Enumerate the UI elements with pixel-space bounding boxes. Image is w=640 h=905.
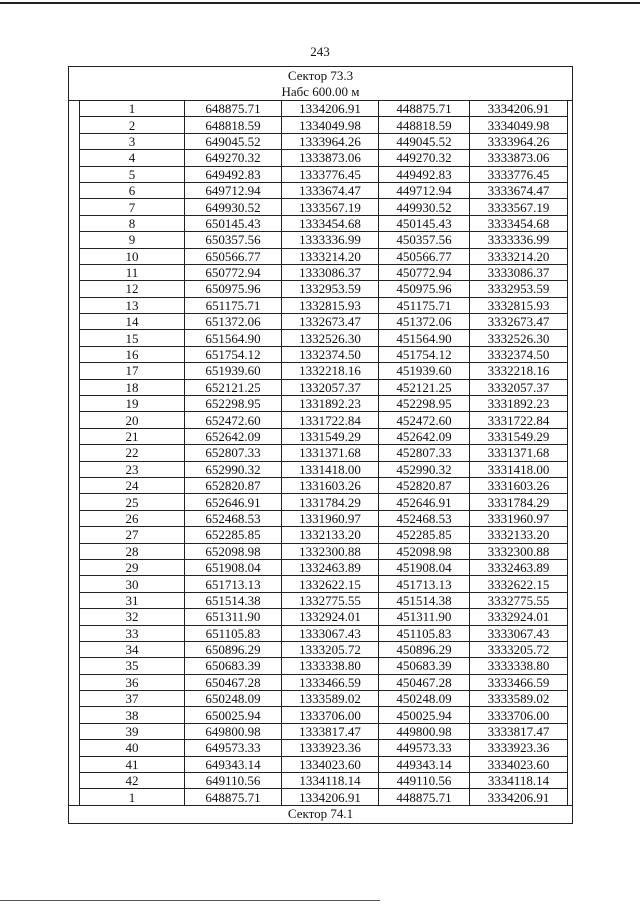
coord-y-alt-cell: 3331892.23: [470, 396, 568, 412]
coord-x-cell: 651564.90: [185, 330, 282, 346]
coord-y-cell: 1332924.01: [282, 609, 379, 625]
coord-y-cell: 1332300.88: [282, 543, 379, 559]
point-number-cell: 17: [80, 363, 185, 379]
point-number-cell: 26: [80, 510, 185, 526]
table-row: [80, 691, 568, 707]
table-row: [80, 314, 568, 330]
coord-y-cell: 1333567.19: [282, 199, 379, 215]
coord-x-alt-cell: 450145.43: [379, 215, 470, 231]
coord-x-alt-cell: 450772.94: [379, 264, 470, 280]
point-number-cell: 40: [80, 740, 185, 756]
coord-y-alt-cell: 3332057.37: [470, 379, 568, 395]
table-row: [80, 166, 568, 182]
coord-y-alt-cell: 3331784.29: [470, 494, 568, 510]
coord-y-cell: 1331960.97: [282, 510, 379, 526]
table-row: [80, 576, 568, 592]
point-number-cell: 18: [80, 379, 185, 395]
coord-y-alt-cell: 3334118.14: [470, 773, 568, 789]
point-number-cell: 19: [80, 396, 185, 412]
coord-x-cell: 650357.56: [185, 232, 282, 248]
table-row: [80, 330, 568, 346]
table-row: [80, 477, 568, 493]
coord-y-cell: 1332374.50: [282, 346, 379, 362]
coord-x-alt-cell: 450566.77: [379, 248, 470, 264]
coord-y-alt-cell: 3332526.30: [470, 330, 568, 346]
coord-y-alt-cell: 3333205.72: [470, 641, 568, 657]
coord-y-alt-cell: 3331960.97: [470, 510, 568, 526]
coord-y-cell: 1331784.29: [282, 494, 379, 510]
coord-x-cell: 649110.56: [185, 773, 282, 789]
table-row: [80, 461, 568, 477]
coord-y-alt-cell: 3333923.36: [470, 740, 568, 756]
coord-x-alt-cell: 451372.06: [379, 314, 470, 330]
coord-y-alt-cell: 3333567.19: [470, 199, 568, 215]
coord-x-cell: 651754.12: [185, 346, 282, 362]
next-sector-title: Сектор 74.1: [287, 805, 354, 821]
coord-x-alt-cell: 452098.98: [379, 543, 470, 559]
table-row: [80, 658, 568, 674]
coord-y-alt-cell: 3333776.45: [470, 166, 568, 182]
coord-y-cell: 1333214.20: [282, 248, 379, 264]
coord-x-alt-cell: 448818.59: [379, 117, 470, 133]
point-number-cell: 37: [80, 691, 185, 707]
sector-title: Сектор 73.3: [287, 68, 354, 83]
table-row: [80, 707, 568, 723]
table-row: [80, 723, 568, 739]
coord-x-cell: 649270.32: [185, 150, 282, 166]
coord-x-cell: 649045.52: [185, 133, 282, 149]
table-row: [80, 281, 568, 297]
coord-x-cell: 651311.90: [185, 609, 282, 625]
table-row: [80, 773, 568, 789]
coord-x-cell: 651514.38: [185, 592, 282, 608]
coord-x-alt-cell: 450357.56: [379, 232, 470, 248]
coord-y-alt-cell: 3333336.99: [470, 232, 568, 248]
coord-x-cell: 652121.25: [185, 379, 282, 395]
coord-x-cell: 648818.59: [185, 117, 282, 133]
sector-altitude: Набс 600.00 м: [281, 84, 360, 99]
coord-y-alt-cell: 3333338.80: [470, 658, 568, 674]
coord-x-cell: 648875.71: [185, 789, 282, 805]
coord-y-cell: 1333964.26: [282, 133, 379, 149]
coord-x-alt-cell: 449045.52: [379, 133, 470, 149]
coord-y-alt-cell: 3332300.88: [470, 543, 568, 559]
coord-x-alt-cell: 450683.39: [379, 658, 470, 674]
coord-x-alt-cell: 451105.83: [379, 625, 470, 641]
coord-x-alt-cell: 449270.32: [379, 150, 470, 166]
coord-x-cell: 652990.32: [185, 461, 282, 477]
coord-y-cell: 1332133.20: [282, 527, 379, 543]
point-number-cell: 28: [80, 543, 185, 559]
table-row: [80, 641, 568, 657]
coord-x-alt-cell: 452472.60: [379, 412, 470, 428]
coord-x-cell: 649492.83: [185, 166, 282, 182]
coord-x-cell: 649343.14: [185, 756, 282, 772]
coord-x-cell: 651175.71: [185, 297, 282, 313]
point-number-cell: 34: [80, 641, 185, 657]
coord-x-alt-cell: 449573.33: [379, 740, 470, 756]
point-number-cell: 36: [80, 674, 185, 690]
table-row: [80, 346, 568, 362]
coord-x-alt-cell: 451175.71: [379, 297, 470, 313]
coord-x-cell: 652468.53: [185, 510, 282, 526]
coord-x-alt-cell: 450248.09: [379, 691, 470, 707]
coord-x-alt-cell: 452807.33: [379, 445, 470, 461]
coord-y-cell: 1332775.55: [282, 592, 379, 608]
coord-y-cell: 1332673.47: [282, 314, 379, 330]
point-number-cell: 39: [80, 723, 185, 739]
coord-x-cell: 649930.52: [185, 199, 282, 215]
table-row: [80, 232, 568, 248]
point-number-cell: 4: [80, 150, 185, 166]
coord-x-alt-cell: 449110.56: [379, 773, 470, 789]
coord-y-alt-cell: 3332673.47: [470, 314, 568, 330]
table-row: [80, 609, 568, 625]
coord-y-cell: 1331418.00: [282, 461, 379, 477]
point-number-cell: 1: [80, 101, 185, 117]
coord-y-cell: 1333086.37: [282, 264, 379, 280]
coord-x-cell: 650467.28: [185, 674, 282, 690]
coord-x-cell: 650772.94: [185, 264, 282, 280]
coord-x-cell: 650896.29: [185, 641, 282, 657]
point-number-cell: 7: [80, 199, 185, 215]
coord-y-alt-cell: 3333674.47: [470, 182, 568, 198]
coord-y-alt-cell: 3332218.16: [470, 363, 568, 379]
sector-footer: [69, 805, 572, 823]
coord-x-cell: 649800.98: [185, 723, 282, 739]
point-number-cell: 9: [80, 232, 185, 248]
coord-x-alt-cell: 449492.83: [379, 166, 470, 182]
table-row: [80, 101, 568, 117]
point-number-cell: 8: [80, 215, 185, 231]
point-number-cell: 25: [80, 494, 185, 510]
coord-y-cell: 1334206.91: [282, 101, 379, 117]
coord-x-alt-cell: 449800.98: [379, 723, 470, 739]
point-number-cell: 33: [80, 625, 185, 641]
coord-y-alt-cell: 3332775.55: [470, 592, 568, 608]
table-row: [80, 363, 568, 379]
coord-y-alt-cell: 3331418.00: [470, 461, 568, 477]
coord-x-alt-cell: 452121.25: [379, 379, 470, 395]
point-number-cell: 41: [80, 756, 185, 772]
table-row: [80, 543, 568, 559]
coord-y-cell: 1332622.15: [282, 576, 379, 592]
coord-y-alt-cell: 3333067.43: [470, 625, 568, 641]
coord-x-cell: 651939.60: [185, 363, 282, 379]
coord-y-alt-cell: 3333589.02: [470, 691, 568, 707]
coord-y-cell: 1331549.29: [282, 428, 379, 444]
point-number-cell: 10: [80, 248, 185, 264]
coord-x-alt-cell: 452468.53: [379, 510, 470, 526]
table-row: [80, 215, 568, 231]
coord-y-alt-cell: 3331603.26: [470, 477, 568, 493]
coord-y-cell: 1334023.60: [282, 756, 379, 772]
point-number-cell: 24: [80, 477, 185, 493]
point-number-cell: 22: [80, 445, 185, 461]
table-row: [80, 445, 568, 461]
coord-y-alt-cell: 3332924.01: [470, 609, 568, 625]
coord-x-cell: 651105.83: [185, 625, 282, 641]
point-number-cell: 11: [80, 264, 185, 280]
coord-y-alt-cell: 3331722.84: [470, 412, 568, 428]
coordinate-sheet: [68, 66, 573, 824]
coord-x-alt-cell: 451514.38: [379, 592, 470, 608]
coord-x-cell: 649712.94: [185, 182, 282, 198]
coord-y-alt-cell: 3333454.68: [470, 215, 568, 231]
coord-y-cell: 1334118.14: [282, 773, 379, 789]
table-row: [80, 396, 568, 412]
point-number-cell: 3: [80, 133, 185, 149]
coord-y-cell: 1332057.37: [282, 379, 379, 395]
table-row: [80, 428, 568, 444]
coord-x-cell: 652098.98: [185, 543, 282, 559]
table-row: [80, 182, 568, 198]
coord-y-alt-cell: 3333706.00: [470, 707, 568, 723]
table-row: [80, 199, 568, 215]
coord-x-alt-cell: 449930.52: [379, 199, 470, 215]
coord-y-alt-cell: 3334206.91: [470, 789, 568, 805]
coord-y-cell: 1331371.68: [282, 445, 379, 461]
point-number-cell: 27: [80, 527, 185, 543]
coord-y-cell: 1333205.72: [282, 641, 379, 657]
coord-x-cell: 651713.13: [185, 576, 282, 592]
top-border-line: [0, 2, 640, 4]
table-row: [80, 789, 568, 805]
coord-x-alt-cell: 450467.28: [379, 674, 470, 690]
coord-y-cell: 1333776.45: [282, 166, 379, 182]
coord-x-cell: 652807.33: [185, 445, 282, 461]
point-number-cell: 21: [80, 428, 185, 444]
table-row: [80, 412, 568, 428]
coord-y-alt-cell: 3333817.47: [470, 723, 568, 739]
coord-x-cell: 650683.39: [185, 658, 282, 674]
table-row: [80, 248, 568, 264]
point-number-cell: 2: [80, 117, 185, 133]
coord-y-cell: 1334049.98: [282, 117, 379, 133]
point-number-cell: 12: [80, 281, 185, 297]
coord-y-cell: 1331722.84: [282, 412, 379, 428]
coord-y-alt-cell: 3334023.60: [470, 756, 568, 772]
coord-y-cell: 1333817.47: [282, 723, 379, 739]
coord-y-alt-cell: 3331549.29: [470, 428, 568, 444]
coord-y-alt-cell: 3332463.89: [470, 559, 568, 575]
coord-x-alt-cell: 451311.90: [379, 609, 470, 625]
coord-y-cell: 1333466.59: [282, 674, 379, 690]
coord-y-alt-cell: 3333086.37: [470, 264, 568, 280]
table-row: [80, 150, 568, 166]
point-number-cell: 35: [80, 658, 185, 674]
table-row: [80, 510, 568, 526]
coord-x-alt-cell: 452285.85: [379, 527, 470, 543]
coord-y-cell: 1333336.99: [282, 232, 379, 248]
point-number-cell: 1: [80, 789, 185, 805]
coordinates-table: [79, 101, 568, 805]
coord-x-cell: 649573.33: [185, 740, 282, 756]
point-number-cell: 30: [80, 576, 185, 592]
coord-y-alt-cell: 3332374.50: [470, 346, 568, 362]
coord-y-cell: 1333674.47: [282, 182, 379, 198]
coord-x-cell: 652646.91: [185, 494, 282, 510]
table-row: [80, 592, 568, 608]
coord-y-cell: 1334206.91: [282, 789, 379, 805]
point-number-cell: 16: [80, 346, 185, 362]
coord-x-alt-cell: 450896.29: [379, 641, 470, 657]
coord-y-cell: 1332218.16: [282, 363, 379, 379]
table-row: [80, 117, 568, 133]
coord-y-cell: 1333338.80: [282, 658, 379, 674]
table-row: [80, 674, 568, 690]
coord-x-cell: 650975.96: [185, 281, 282, 297]
sector-header: [69, 67, 572, 101]
coord-x-cell: 652820.87: [185, 477, 282, 493]
coord-y-alt-cell: 3333214.20: [470, 248, 568, 264]
coord-y-alt-cell: 3332622.15: [470, 576, 568, 592]
coord-x-cell: 648875.71: [185, 101, 282, 117]
point-number-cell: 29: [80, 559, 185, 575]
coord-x-cell: 650566.77: [185, 248, 282, 264]
coord-x-cell: 650025.94: [185, 707, 282, 723]
coord-y-cell: 1333923.36: [282, 740, 379, 756]
table-row: [80, 133, 568, 149]
coord-y-cell: 1332815.93: [282, 297, 379, 313]
coord-y-cell: 1332953.59: [282, 281, 379, 297]
coord-y-cell: 1332526.30: [282, 330, 379, 346]
coord-x-alt-cell: 449343.14: [379, 756, 470, 772]
table-row: [80, 559, 568, 575]
coordinates-table-body: [80, 101, 568, 805]
coord-y-cell: 1333706.00: [282, 707, 379, 723]
point-number-cell: 5: [80, 166, 185, 182]
coord-x-cell: 652285.85: [185, 527, 282, 543]
coord-x-alt-cell: 450975.96: [379, 281, 470, 297]
coord-y-cell: 1333454.68: [282, 215, 379, 231]
coord-y-alt-cell: 3334206.91: [470, 101, 568, 117]
coord-x-cell: 652642.09: [185, 428, 282, 444]
coord-y-alt-cell: 3333466.59: [470, 674, 568, 690]
coord-x-alt-cell: 451939.60: [379, 363, 470, 379]
coord-y-cell: 1332463.89: [282, 559, 379, 575]
coord-y-alt-cell: 3332953.59: [470, 281, 568, 297]
table-row: [80, 527, 568, 543]
table-row: [80, 297, 568, 313]
coord-y-cell: 1333873.06: [282, 150, 379, 166]
coord-y-alt-cell: 3333873.06: [470, 150, 568, 166]
table-row: [80, 264, 568, 280]
point-number-cell: 31: [80, 592, 185, 608]
coord-x-alt-cell: 452646.91: [379, 494, 470, 510]
point-number-cell: 42: [80, 773, 185, 789]
coord-x-cell: 652472.60: [185, 412, 282, 428]
coord-y-cell: 1331603.26: [282, 477, 379, 493]
coord-x-alt-cell: 452820.87: [379, 477, 470, 493]
table-row: [80, 494, 568, 510]
coord-x-cell: 650145.43: [185, 215, 282, 231]
point-number-cell: 14: [80, 314, 185, 330]
point-number-cell: 32: [80, 609, 185, 625]
coord-y-cell: 1333589.02: [282, 691, 379, 707]
point-number-cell: 23: [80, 461, 185, 477]
bottom-border-line: [0, 900, 380, 901]
coord-x-alt-cell: 451908.04: [379, 559, 470, 575]
coord-x-alt-cell: 452298.95: [379, 396, 470, 412]
table-row: [80, 379, 568, 395]
point-number-cell: 20: [80, 412, 185, 428]
coord-x-alt-cell: 449712.94: [379, 182, 470, 198]
coord-y-alt-cell: 3333964.26: [470, 133, 568, 149]
coord-x-alt-cell: 451564.90: [379, 330, 470, 346]
coord-x-alt-cell: 450025.94: [379, 707, 470, 723]
coord-x-alt-cell: 452990.32: [379, 461, 470, 477]
point-number-cell: 6: [80, 182, 185, 198]
table-row: [80, 625, 568, 641]
coord-x-alt-cell: 448875.71: [379, 101, 470, 117]
page-number: 243: [310, 44, 330, 59]
coord-x-alt-cell: 451713.13: [379, 576, 470, 592]
coord-x-alt-cell: 451754.12: [379, 346, 470, 362]
coord-y-alt-cell: 3331371.68: [470, 445, 568, 461]
coord-y-alt-cell: 3332133.20: [470, 527, 568, 543]
table-row: [80, 756, 568, 772]
coord-x-cell: 651908.04: [185, 559, 282, 575]
point-number-cell: 38: [80, 707, 185, 723]
coord-y-cell: 1331892.23: [282, 396, 379, 412]
coord-x-cell: 650248.09: [185, 691, 282, 707]
coord-y-cell: 1333067.43: [282, 625, 379, 641]
coord-y-alt-cell: 3334049.98: [470, 117, 568, 133]
point-number-cell: 13: [80, 297, 185, 313]
coord-x-alt-cell: 452642.09: [379, 428, 470, 444]
coord-x-cell: 652298.95: [185, 396, 282, 412]
table-row: [80, 740, 568, 756]
coord-y-alt-cell: 3332815.93: [470, 297, 568, 313]
coord-x-cell: 651372.06: [185, 314, 282, 330]
coord-x-alt-cell: 448875.71: [379, 789, 470, 805]
point-number-cell: 15: [80, 330, 185, 346]
